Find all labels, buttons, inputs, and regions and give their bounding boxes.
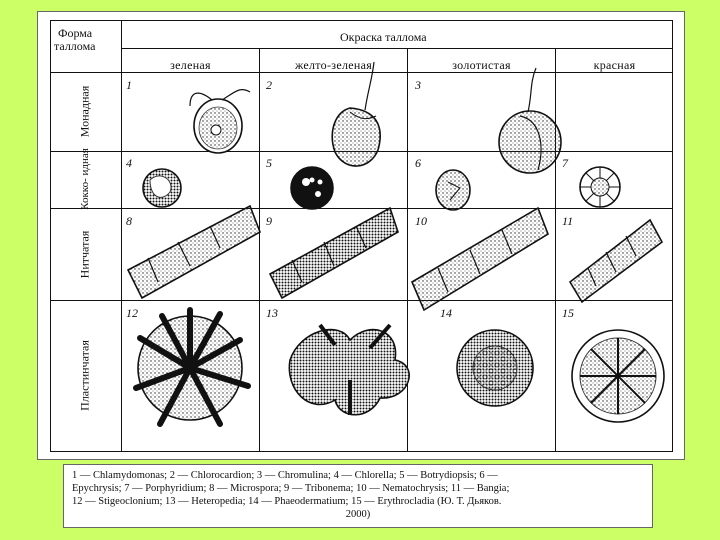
cell-number-12: 12 xyxy=(126,306,138,320)
row-coccoid: Кокко- идная xyxy=(79,148,91,210)
table-header: Окраска таллома xyxy=(340,30,427,44)
cell-number-2: 2 xyxy=(266,78,272,92)
column-red: красная xyxy=(593,58,636,72)
stigeoclonium-thallus xyxy=(136,310,248,424)
row-lamellar: Пластинчатая xyxy=(77,340,92,411)
cell-number-15: 15 xyxy=(562,306,574,320)
cell-number-10: 10 xyxy=(415,214,427,228)
caption-line-3: 12 — Stigeoclonium; 13 — Heteropedia; 14 — Phaeodermatium; 15 — Erythrocladia (Ю. Т. Дьяков. xyxy=(72,496,502,507)
cell-number-4: 4 xyxy=(126,156,132,170)
caption-line-1: 1 — Chlamydomonas; 2 — Chlorocardion; 3 — Chromulina; 4 — Chlorella; 5 — Botrydiopsis; 6 — xyxy=(72,470,498,481)
cell-number-8: 8 xyxy=(126,214,132,228)
corner-label-2: таллома xyxy=(54,39,96,53)
erythrocladia-thallus xyxy=(572,330,664,422)
row-monad: Монадная xyxy=(77,85,92,138)
nematochrysis-filament xyxy=(412,208,548,310)
cell-number-14: 14 xyxy=(440,306,452,320)
tribonema-filament xyxy=(270,208,398,298)
cell-number-13: 13 xyxy=(266,306,278,320)
cell-number-9: 9 xyxy=(266,214,272,228)
porphyridium-cell xyxy=(580,167,620,207)
row-filamentous: Нитчатая xyxy=(77,230,92,279)
botrydiopsis-cell xyxy=(291,167,333,209)
cell-number-6: 6 xyxy=(415,156,421,170)
cell-number-7: 7 xyxy=(562,156,568,170)
cell-number-5: 5 xyxy=(266,156,272,170)
bangia-filament xyxy=(570,220,662,302)
chlorella-cell xyxy=(143,169,181,207)
column-yellow-green: желто-зеленая xyxy=(294,58,373,72)
caption-line-4: 2000) xyxy=(345,509,371,520)
algae-table xyxy=(50,20,673,452)
cell-number-3: 3 xyxy=(415,78,421,92)
chlorocardion-cell xyxy=(332,62,380,166)
cell-number-11: 11 xyxy=(562,214,574,228)
chlamydomonas-cell xyxy=(190,90,250,153)
corner-label-1: Форма xyxy=(58,26,93,40)
caption-line-2: Epychrysis; 7 — Porphyridium; 8 — Microspora; 9 — Tribonema; 10 — Nematochrysis; 11 — Bangia; xyxy=(72,483,510,494)
figure-caption xyxy=(63,464,653,528)
column-golden: золотистая xyxy=(452,58,511,72)
cell-number-1: 1 xyxy=(126,78,132,92)
phaeodermatium-thallus xyxy=(457,330,533,406)
figure-sheet xyxy=(37,11,685,460)
heteropedia-thallus xyxy=(289,325,409,415)
algae-illustrations xyxy=(50,20,673,452)
epychrysis-cell xyxy=(436,170,470,210)
column-green: зеленая xyxy=(170,58,211,72)
microspora-filament xyxy=(128,206,260,298)
chromulina-cell xyxy=(499,68,561,173)
